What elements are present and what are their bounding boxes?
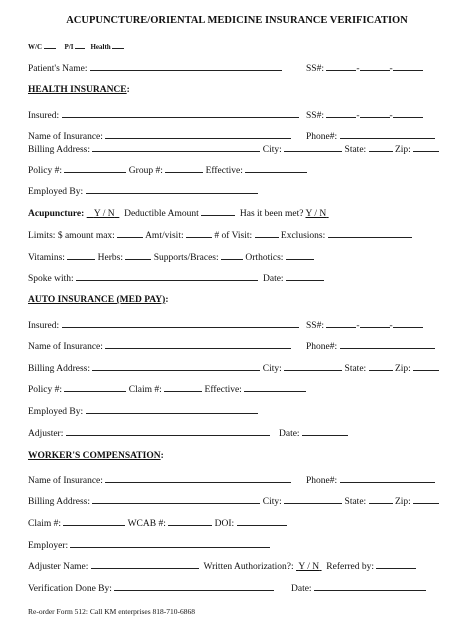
health-effective-label: Effective: [205,166,243,176]
health-insured-row [28,109,299,122]
auto-adjuster-label: Adjuster: [28,429,64,439]
health-phone-field[interactable] [340,130,435,139]
workers-claim-label: Claim #: [28,519,61,529]
auto-employed-label: Employed By: [28,407,84,417]
auto-name-ins-field[interactable] [105,340,291,349]
vitamins-field[interactable] [67,251,95,260]
workers-claim-field[interactable] [63,517,125,526]
health-check-field[interactable] [112,40,124,49]
reorder-footer: Re-order Form 512: Call KM enterprises 818-710-6868 [28,607,196,616]
workers-state-label: State: [344,497,367,507]
auto-policy-label: Policy #: [28,385,63,395]
health-name-ins-field[interactable] [105,130,291,139]
has-met-label: Has it been met? [239,209,304,219]
auto-insured-field[interactable] [62,319,299,328]
limits-label: Limits: $ amount max: [28,231,115,241]
auto-adjuster-field[interactable] [66,427,270,436]
check-row [28,40,124,53]
herbs-field[interactable] [125,251,151,260]
health-check-label: Health [90,43,111,51]
patient-ss-field-1[interactable] [326,62,356,71]
workers-city-field[interactable] [284,495,342,504]
auto-employed-row [28,405,258,418]
auto-state-label: State: [344,364,367,374]
workers-wcab-label: WCAB #: [127,519,166,529]
met-yn[interactable]: Y / N [305,209,327,219]
workers-billing-field[interactable] [92,495,260,504]
workers-claim-row [28,517,287,530]
workers-wcab-field[interactable] [168,517,212,526]
auto-claim-label: Claim #: [128,385,162,395]
health-city-field[interactable] [284,143,342,152]
health-limits-row [28,229,412,242]
auto-heading-row: AUTO INSURANCE (MED PAY): [28,295,169,305]
patient-ss-label: SS#: [306,64,324,74]
health-policy-row [28,164,307,177]
pi-label: P/I [64,43,74,51]
num-visit-label: # of Visit: [214,231,253,241]
health-spoke-row [28,272,258,285]
patient-name-field[interactable] [90,62,282,71]
health-group-label: Group #: [128,166,163,176]
pi-field[interactable] [75,40,85,49]
auto-name-ins-label: Name of Insurance: [28,342,103,352]
health-date-label: Date: [263,274,284,284]
referred-field[interactable] [376,560,416,569]
acupuncture-label: Acupuncture: [28,209,85,219]
workers-phone-row [306,474,435,487]
health-date-row [263,272,324,285]
exclusions-field[interactable] [328,229,412,238]
workers-adjuster-row [28,560,416,573]
workers-city-label: City: [262,497,282,507]
health-state-label: State: [344,145,367,155]
auto-date-field[interactable] [302,427,348,436]
auto-ss-row: SS#: - - [306,319,423,332]
auto-billing-label: Billing Address: [28,364,91,374]
patient-ss-row: SS#: - - [306,62,423,75]
auto-name-ins-row [28,340,291,353]
limits-field[interactable] [117,229,143,238]
health-billing-label: Billing Address: [28,145,91,155]
health-employed-row [28,185,258,198]
deductible-label: Deductible Amount [124,209,199,219]
workers-date-label: Date: [291,584,312,594]
auto-state-field[interactable] [369,362,393,371]
workers-verification-row [28,582,274,595]
acupuncture-yn[interactable]: Y / N [93,209,115,219]
workers-adjuster-name-label: Adjuster Name: [28,562,89,572]
auto-phone-label: Phone#: [306,342,338,352]
auto-ss-field-1[interactable] [326,319,356,328]
spoke-label: Spoke with: [28,274,74,284]
wc-label: W/C [28,43,42,51]
workers-doi-field[interactable] [237,517,287,526]
auto-phone-row [306,340,435,353]
auto-date-label: Date: [279,429,300,439]
auto-ss-field-3[interactable] [393,319,423,328]
health-phone-row [306,130,435,143]
health-acupuncture-row [28,207,329,220]
herbs-label: Herbs: [97,253,123,263]
health-ss-field-3[interactable] [393,109,423,118]
auto-zip-field[interactable] [413,362,439,371]
verification-label: Verification Done By: [28,584,112,594]
health-city-label: City: [262,145,282,155]
auto-date-row [279,427,348,440]
health-employed-label: Employed By: [28,187,84,197]
health-name-ins-label: Name of Insurance: [28,132,103,142]
workers-billing-row [28,495,439,508]
workers-employer-label: Employer: [28,541,69,551]
health-billing-field[interactable] [92,143,260,152]
health-date-field[interactable] [286,272,324,281]
workers-phone-field[interactable] [340,474,435,483]
health-ss-row: SS#: - - [306,109,423,122]
workers-doi-label: DOI: [214,519,235,529]
auto-insured-label: Insured: [28,321,60,331]
workers-name-ins-field[interactable] [105,474,291,483]
workers-employer-row [28,539,270,552]
health-heading-row: HEALTH INSURANCE: [28,85,130,95]
auto-effective-field[interactable] [244,383,306,392]
exclusions-label: Exclusions: [280,231,326,241]
auto-policy-row [28,383,306,396]
auto-effective-label: Effective: [204,385,242,395]
num-visit-field[interactable] [255,229,279,238]
health-ss-label: SS#: [306,111,324,121]
patient-ss-field-3[interactable] [393,62,423,71]
workers-name-ins-row [28,474,291,487]
auto-city-label: City: [262,364,282,374]
workers-adjuster-name-field[interactable] [91,560,199,569]
workers-zip-field[interactable] [413,495,439,504]
patient-name-row [28,62,282,75]
health-insured-field[interactable] [62,109,299,118]
amt-visit-field[interactable] [186,229,212,238]
verification-field[interactable] [114,582,274,591]
deductible-field[interactable] [201,207,235,216]
referred-label: Referred by: [326,562,375,572]
spoke-field[interactable] [76,272,258,281]
health-state-field[interactable] [369,143,393,152]
workers-date-row [291,582,426,595]
workers-date-field[interactable] [314,582,426,591]
auto-zip-label: Zip: [394,364,411,374]
auto-city-field[interactable] [284,362,342,371]
orthotics-label: Orthotics: [245,253,284,263]
health-policy-field[interactable] [64,164,126,173]
written-auth-yn[interactable]: Y / N [298,562,320,572]
health-insured-label: Insured: [28,111,60,121]
workers-zip-label: Zip: [394,497,411,507]
health-ss-field-2[interactable] [360,109,390,118]
auto-policy-field[interactable] [64,383,126,392]
form-title: ACUPUNCTURE/ORIENTAL MEDICINE INSURANCE VERIFICATION [66,15,408,26]
supports-label: Supports/Braces: [153,253,219,263]
health-group-field[interactable] [165,164,203,173]
wc-field[interactable] [44,40,56,49]
auto-insured-row [28,319,299,332]
patient-ss-field-2[interactable] [360,62,390,71]
workers-employer-field[interactable] [70,539,270,548]
health-billing-row [28,143,439,156]
health-ss-field-1[interactable] [326,109,356,118]
health-zip-field[interactable] [413,143,439,152]
health-heading: HEALTH INSURANCE [28,85,127,95]
amt-visit-label: Amt/visit: [145,231,184,241]
workers-state-field[interactable] [369,495,393,504]
patient-name-label: Patient's Name: [28,64,88,74]
health-vitamins-row [28,251,314,264]
auto-employed-field[interactable] [86,405,258,414]
auto-heading: AUTO INSURANCE (MED PAY) [28,295,166,305]
written-auth-label: Written Authorization?: [203,562,294,572]
health-zip-label: Zip: [394,145,411,155]
health-phone-label: Phone#: [306,132,338,142]
auto-ss-label: SS#: [306,321,324,331]
workers-heading-row: WORKER'S COMPENSATION: [28,451,164,461]
vitamins-label: Vitamins: [28,253,65,263]
health-effective-field[interactable] [245,164,307,173]
orthotics-field[interactable] [286,251,314,260]
health-name-ins-row [28,130,291,143]
workers-phone-label: Phone#: [306,476,338,486]
health-policy-label: Policy #: [28,166,63,176]
supports-field[interactable] [221,251,243,260]
auto-claim-field[interactable] [164,383,202,392]
workers-heading: WORKER'S COMPENSATION [28,451,161,461]
auto-phone-field[interactable] [340,340,435,349]
workers-name-ins-label: Name of Insurance: [28,476,103,486]
workers-billing-label: Billing Address: [28,497,91,507]
auto-ss-field-2[interactable] [360,319,390,328]
auto-billing-row [28,362,439,375]
auto-adjuster-row [28,427,270,440]
auto-billing-field[interactable] [92,362,260,371]
health-employed-field[interactable] [86,185,258,194]
